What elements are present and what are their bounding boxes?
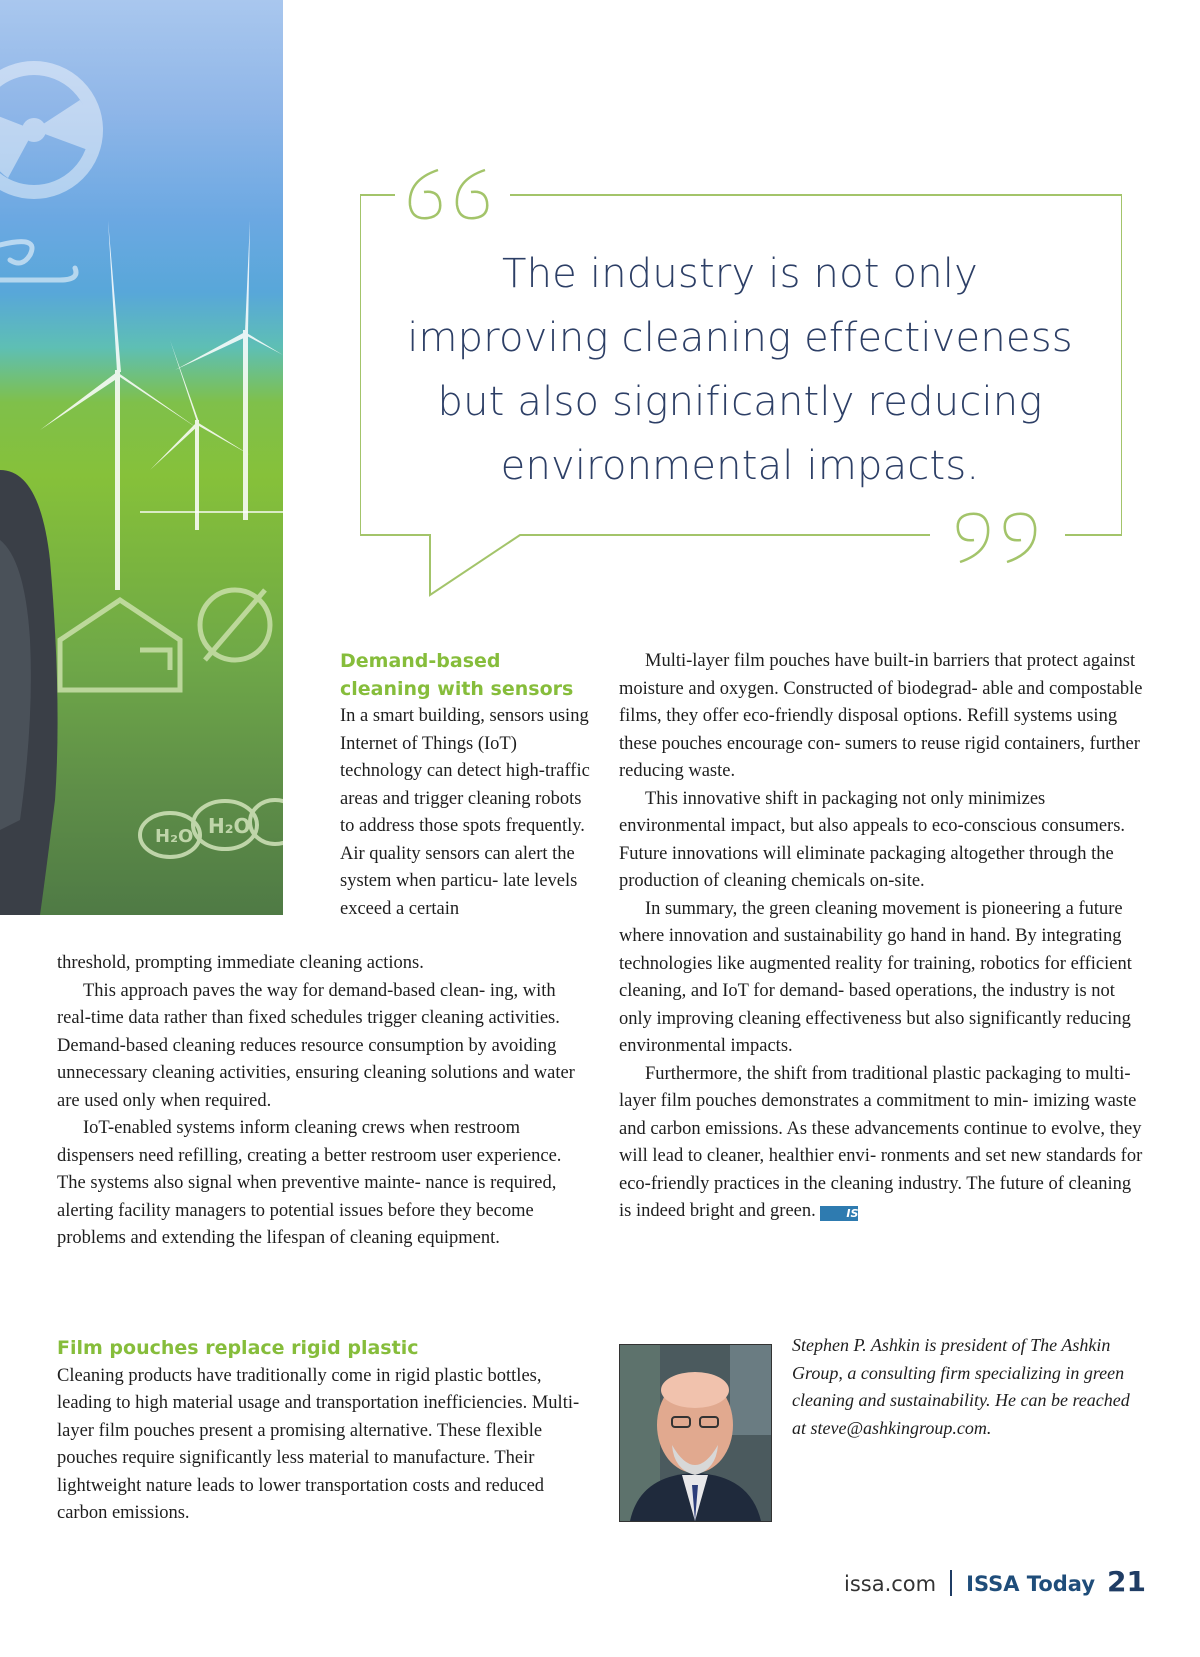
svg-text:H₂O: H₂O [155,826,194,847]
svg-text:H₂O: H₂O [208,814,251,838]
open-quote-icon [410,170,487,218]
footer-divider [950,1570,952,1596]
author-photo [619,1344,772,1522]
footer-site: issa.com [844,1572,937,1596]
paragraph: Cleaning products have traditionally come in rigid plastic bottles, leading to high material usage and transportation inefficiencies. Multi-layer film pouches present a promising alternative. These flexible pouches require significantly less material to manufacture. Their lightweight nature leads to lower transportation costs and reduced carbon emissions. [57,1365,580,1523]
paragraph: IoT-enabled systems inform cleaning crews when restroom dispensers need refilling, creating a better restroom user experience. The systems also signal when preventive mainte- nance is required, alerting facility managers to potential issues before they become problems and extending the lifespan of cleaning equipment. [57,1118,562,1248]
paragraph: This innovative shift in packaging not only minimizes environmental impact, but also appeals to eco-conscious consumers. Future innovations will eliminate packaging altogether through the production of cleaning chemicals on-site. [619,788,1126,891]
demand-section-intro [340,648,590,923]
issa-end-logo: ISSA [820,1206,858,1221]
close-quote-icon [958,514,1035,562]
paragraph-text: Furthermore, the shift from traditional plastic packaging to multi-layer film pouches demonstrates a commitment to min- imizing waste and carbon emissions. As these advancements continue to evolve, they will lead to cleaner, healthier envi- ronments and set new standards for eco-friendly practices in the cleaning industry. The future of cleaning is indeed bright and green. [619,1063,1143,1221]
radiation-icon [0,68,96,192]
paragraph: threshold, prompting immediate cleaning actions. [57,953,424,973]
right-column [619,648,1144,1226]
pull-quote [360,150,1122,600]
leaf-icon [200,590,270,660]
paragraph [619,1061,1144,1226]
section-heading-demand-2: cleaning with sensors [340,677,574,700]
section-heading-film: Film pouches replace rigid plastic [57,1337,419,1359]
house-icon [60,600,180,690]
paragraph: Multi-layer film pouches have built-in barriers that protect against moisture and oxygen. Constructed of biodegrad- able and compostable films, they offer eco-friendly disposal options. Refill systems using these pouches encourage con- sumers to reuse rigid containers, further reducing waste. [619,651,1143,781]
demand-section-body [57,950,592,1253]
wind-icon [0,242,76,280]
paragraph: In a smart building, sensors using Internet of Things (IoT) technology can detect high-traffic areas and trigger cleaning robots to address those spots frequently. Air quality sensors can alert the system when particu- late levels exceed a certain [340,706,590,919]
paragraph: This approach paves the way for demand-based clean- ing, with real-time data rather than fixed schedules trigger cleaning activities. Demand-based cleaning reduces resource consumption by avoiding unnecessary cleaning activities, ensuring cleaning solutions and water are used only when required. [57,980,575,1111]
film-section [57,1335,592,1528]
author-bio: Stephen P. Ashkin is president of The Ashkin Group, a consulting firm specializing in green cleaning and sustainability. He can be reached at steve@ashkingroup.com. [792,1335,1130,1438]
pull-quote-text: The industry is not only improving cleaning effectiveness but also significantly reducing environmental impacts. [407,251,1073,489]
water-molecule-icon [140,800,283,857]
page-footer [844,1565,1146,1601]
footer-magazine: ISSA Today [966,1572,1096,1596]
paragraph: In summary, the green cleaning movement is pioneering a future where innovation and sustainability go hand in hand. By integrating technologies like augmented reality for training, robotics for efficient cleaning, and IoT for demand- based operations, the industry is not only improving cleaning effectiveness but also significantly reducing environmental impacts. [619,898,1132,1056]
page-number: 21 [1107,1565,1146,1598]
section-heading-demand-1: Demand-based [340,650,501,672]
hero-illustration [0,0,283,915]
